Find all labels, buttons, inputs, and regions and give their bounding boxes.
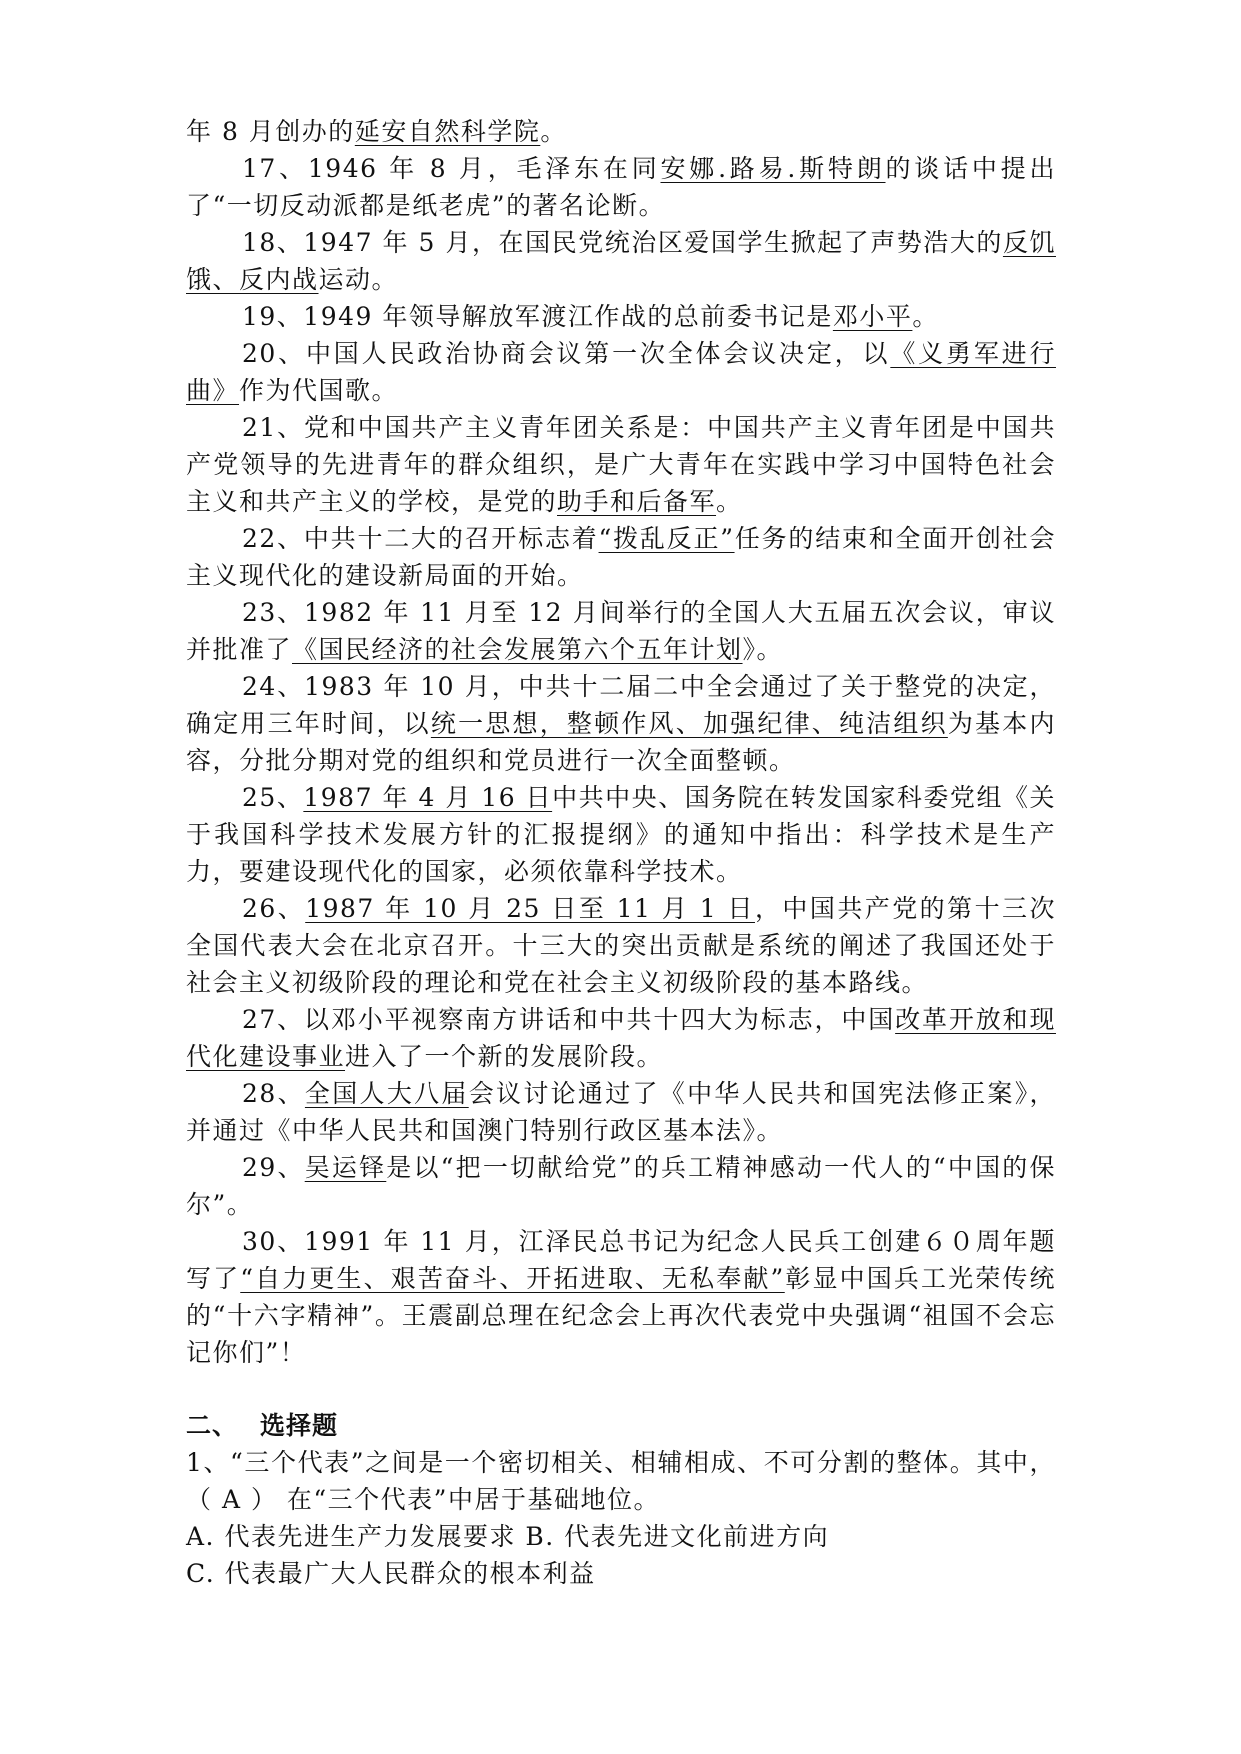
paragraph-text: 。 bbox=[716, 487, 743, 516]
question-options bbox=[186, 1518, 1056, 1592]
section-number: 二、 bbox=[186, 1411, 239, 1440]
answer-paragraph bbox=[186, 409, 1056, 520]
document-body bbox=[186, 113, 1056, 1592]
paragraph-text: 27、以邓小平视察南方讲话和中共十四大为标志，中国 bbox=[242, 1005, 896, 1034]
paragraph-text: 20、中国人民政治协商会议第一次全体会议决定，以 bbox=[242, 339, 891, 368]
section-title: 选择题 bbox=[260, 1411, 339, 1440]
answer-paragraph bbox=[186, 520, 1056, 594]
answer-paragraph bbox=[186, 1075, 1056, 1149]
answer-paragraph bbox=[186, 1001, 1056, 1075]
answer-paragraph bbox=[186, 668, 1056, 779]
paragraph-text: 为基本内容，分批分期对党的组织和党员进行一次全面整顿。 bbox=[186, 709, 1056, 775]
answer-paragraph bbox=[186, 890, 1056, 1001]
underlined-answer: “自力更生、艰苦奋斗、开拓进取、无私奉献” bbox=[240, 1264, 785, 1293]
paragraph-text: 的谈话中提出了“一切反动派都是纸老虎”的著名论断。 bbox=[186, 154, 1056, 220]
answer-paragraph bbox=[186, 594, 1056, 668]
paragraph-text: 。 bbox=[540, 117, 567, 146]
paragraph-text: 22、中共十二大的召开标志着 bbox=[242, 524, 599, 553]
underlined-answer: 《义勇军进行曲》 bbox=[186, 339, 1056, 405]
paragraph-text: 19、1949 年领导解放军渡江作战的总前委书记是 bbox=[242, 302, 833, 331]
paragraph-text: 17、1946 年 8 月，毛泽东在同 bbox=[242, 154, 661, 183]
underlined-answer: “拨乱反正” bbox=[598, 524, 735, 553]
underlined-answer: 邓小平 bbox=[832, 302, 913, 331]
paragraph-text: 24、1983 年 10 月，中共十二届二中全会通过了关于整党的决定，确定用三年时间，以 bbox=[186, 672, 1056, 738]
paragraph-text: 。 bbox=[912, 302, 939, 331]
paragraph-text: 进入了一个新的发展阶段。 bbox=[345, 1042, 664, 1071]
paragraph-text: 18、1947 年 5 月，在国民党统治区爱国学生掀起了声势浩大的 bbox=[242, 228, 1003, 257]
paragraph-text: 作为代国歌。 bbox=[239, 376, 399, 405]
paragraph-text: 年 8 月创办的 bbox=[186, 117, 355, 146]
paragraph-text: 28、 bbox=[242, 1079, 305, 1108]
answer-paragraph bbox=[186, 1149, 1056, 1223]
underlined-answer: 《国民经济的社会发展第六个五年计划 bbox=[292, 635, 743, 664]
answer-paragraph bbox=[186, 335, 1056, 409]
question-text: 1、“三个代表”之间是一个密切相关、相辅相成、不可分割的整体。其中，（ A ） 在“三个代表”中居于基础地位。 bbox=[186, 1448, 1056, 1514]
answer-option: C. 代表最广大人民群众的根本利益 bbox=[186, 1559, 596, 1588]
underlined-answer: 全国人大八届 bbox=[304, 1079, 469, 1108]
paragraph-text: 中共中央、国务院在转发国家科委党组《关于我国科学技术发展方针的汇报提纲》的通知中指出：科学技术是生产力，要建设现代化的国家，必须依靠科学技术。 bbox=[186, 783, 1056, 886]
answer-paragraph bbox=[186, 779, 1056, 890]
underlined-answer: 反饥饿、反内战 bbox=[186, 228, 1056, 294]
fill-in-answers bbox=[186, 113, 1056, 1371]
paragraph-text: 29、 bbox=[242, 1153, 305, 1182]
answer-option: A. 代表先进生产力发展要求 B. 代表先进文化前进方向 bbox=[186, 1522, 830, 1551]
answer-paragraph bbox=[186, 113, 1056, 150]
underlined-answer: 1987 年 10 月 25 日至 11 月 1 日 bbox=[305, 894, 755, 923]
paragraph-text: 30、1991 年 11 月，江泽民总书记为纪念人民兵工创建６０周年题写了 bbox=[186, 1227, 1056, 1293]
paragraph-text: 是以“把一切献给党”的兵工精神感动一代人的“中国的保尔”。 bbox=[186, 1153, 1056, 1219]
underlined-answer: 1987 年 4 月 16 日 bbox=[303, 783, 553, 812]
underlined-answer: 改革开放和现代化建设事业 bbox=[186, 1005, 1056, 1071]
paragraph-text: 》。 bbox=[742, 635, 784, 664]
paragraph-text: 彰显中国兵工光荣传统的“十六字精神”。王震副总理在纪念会上再次代表党中央强调“祖国不会忘记你们”！ bbox=[186, 1264, 1056, 1367]
paragraph-text: 25、 bbox=[242, 783, 304, 812]
paragraph-text: 会议讨论通过了《中华人民共和国宪法修正案》，并通过《中华人民共和国澳门特别行政区基本法》。 bbox=[186, 1079, 1056, 1145]
underlined-answer: 吴运铎 bbox=[304, 1153, 387, 1182]
paragraph-text: 21、党和中国共产主义青年团关系是：中国共产主义青年团是中国共产党领导的先进青年的群众组织，是广大青年在实践中学习中国特色社会主义和共产主义的学校，是党的 bbox=[186, 413, 1056, 516]
paragraph-text: 运动。 bbox=[318, 265, 399, 294]
answer-paragraph bbox=[186, 298, 1056, 335]
paragraph-text: 26、 bbox=[242, 894, 306, 923]
paragraph-text: ，中国共产党的第十三次全国代表大会在北京召开。十三大的突出贡献是系统的阐述了我国还处于社会主义初级阶段的理论和党在社会主义初级阶段的基本路线。 bbox=[186, 894, 1056, 997]
underlined-answer: 安娜.路易.斯特朗 bbox=[660, 154, 886, 183]
paragraph-text: 23、1982 年 11 月至 12 月间举行的全国人大五届五次会议，审议并批准了 bbox=[186, 598, 1056, 664]
section-heading bbox=[186, 1407, 1056, 1444]
answer-paragraph bbox=[186, 1223, 1056, 1371]
underlined-answer: 延安自然科学院 bbox=[354, 117, 541, 146]
underlined-answer: 助手和后备军 bbox=[557, 487, 717, 516]
paragraph-text: 任务的结束和全面开创社会主义现代化的建设新局面的开始。 bbox=[186, 524, 1056, 590]
answer-paragraph bbox=[186, 224, 1056, 298]
answer-paragraph bbox=[186, 150, 1056, 224]
underlined-answer: 统一思想，整顿作风、加强纪律、纯洁组织 bbox=[430, 709, 948, 738]
